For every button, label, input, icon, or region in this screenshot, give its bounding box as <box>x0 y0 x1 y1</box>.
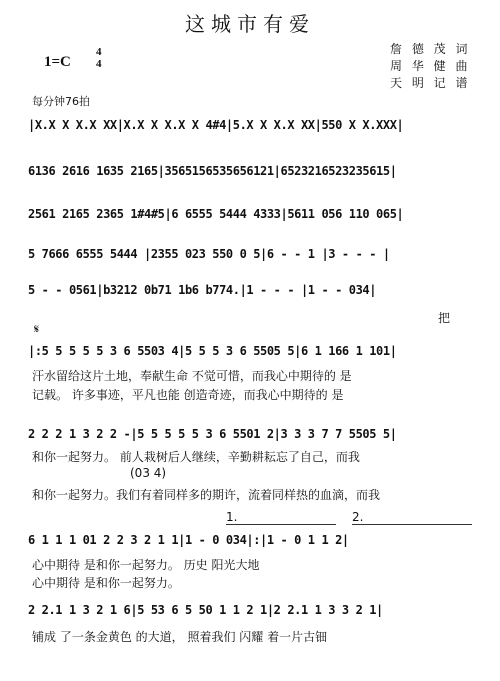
lyric-line-3: 和你一起努力。 前人栽树后人继续，辛勤耕耘忘了自己，而我 <box>32 450 360 464</box>
staff-line-6: |:5 5 5 5 5 3 6 5503 4|5 5 5 3 6 5505 5|6 1 166 1 101| <box>28 344 397 358</box>
segno-sign: 𝄋 <box>34 322 40 336</box>
first-ending: 1. <box>226 510 336 525</box>
second-ending: 2. <box>352 510 472 525</box>
parenthesized-notes: (03 4) <box>130 466 167 480</box>
credit-transcriber: 天 明 记 谱 <box>390 76 471 90</box>
song-title: 这城市有爱 <box>185 12 315 36</box>
lyric-line-2: 记载。 许多事迹，平凡也能 创造奇迹，而我心中期待的 是 <box>32 388 344 402</box>
staff-line-7: 2 2 2 1 3 2 2 -|5 5 5 5 5 3 6 5501 2|3 3 3 7 7 5505 5| <box>28 427 397 441</box>
lyric-pickup: 把 <box>438 311 451 325</box>
staff-line-4: 5 7666 6555 5444 |2355 023 550 0 5|6 - - 1 |3 - - - | <box>28 247 390 261</box>
key-signature: 1=C <box>44 54 71 70</box>
staff-line-8: 6 1 1 1 01 2 2 3 2 1 1|1 - 0 034|:|1 - 0 1 1 2| <box>28 533 349 547</box>
staff-line-9: 2 2.1 1 3 2 1 6|5 53 6 5 50 1 1 2 1|2 2.1 1 3 3 2 1| <box>28 603 383 617</box>
credit-lyricist: 詹 德 茂 词 <box>390 42 471 56</box>
lyric-line-6: 心中期待 是和你一起努力。 <box>32 576 180 590</box>
lyric-line-7: 铺成 了一条金黄色 的大道， 照着我们 闪耀 着一片古钿 <box>32 630 328 644</box>
credit-composer: 周 华 健 曲 <box>390 59 471 73</box>
lyric-line-1: 汗水留给这片土地，奉献生命 不觉可惜，而我心中期待的 是 <box>32 369 352 383</box>
staff-line-5: 5 - - 0561|b3212 0b71 1b6 b774.|1 - - - |1 - - 034| <box>28 283 377 297</box>
time-signature-top: 4 <box>96 46 102 58</box>
time-signature-bottom: 4 <box>96 58 102 70</box>
tempo-marking: 每分钟76拍 <box>32 95 90 108</box>
time-signature <box>96 46 102 70</box>
staff-line-2: 6136 2616 1635 2165|3565156535656121|6523216523235615| <box>28 164 397 178</box>
staff-line-1: |X.X X X.X XX|X.X X X.X X 4#4|5.X X X.X XX|550 X X.XXX| <box>28 118 404 132</box>
staff-line-3: 2561 2165 2365 1#4#5|6 6555 5444 4333|5611 056 110 065| <box>28 207 404 221</box>
lyric-line-4: 和你一起努力。我们有着同样多的期许，流着同样热的血滴，而我 <box>32 488 381 502</box>
lyric-line-5: 心中期待 是和你一起努力。 历史 阳光大地 <box>32 558 260 572</box>
